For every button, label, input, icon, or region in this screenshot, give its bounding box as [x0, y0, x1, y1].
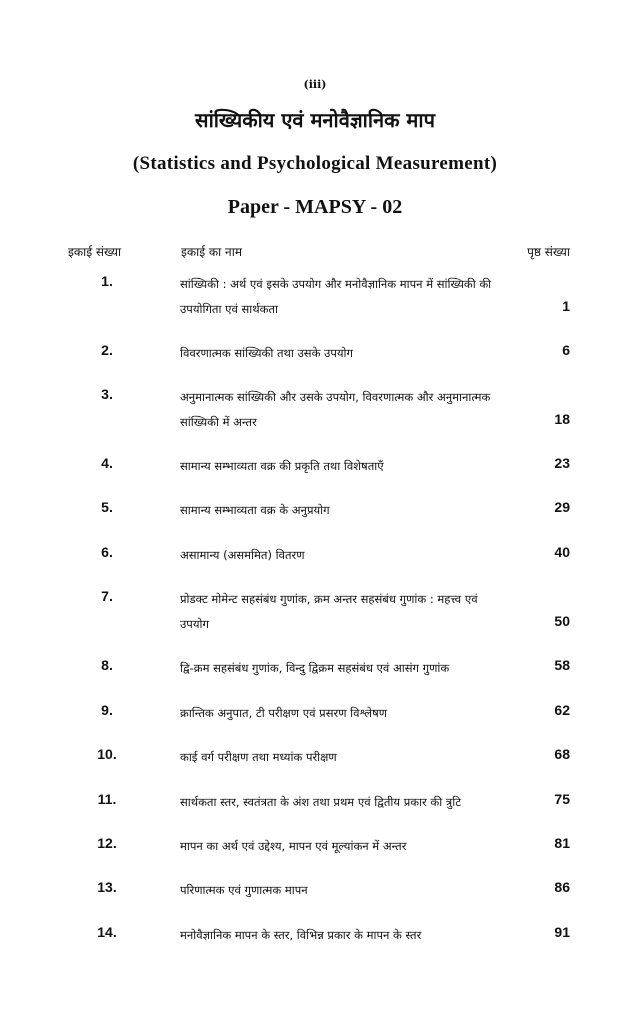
unit-number: 6.	[101, 544, 113, 560]
unit-title: काई वर्ग परीक्षण तथा मध्यांक परीक्षण	[180, 750, 337, 764]
unit-title: मापन का अर्थ एवं उद्देश्य, मापन एवं मूल्यांकन में अन्तर	[180, 839, 407, 853]
page-ref: 23	[554, 455, 570, 471]
unit-number: 8.	[101, 657, 113, 673]
page-ref: 75	[554, 791, 570, 807]
unit-number: 11.	[97, 791, 117, 807]
column-header-page-number: पृष्ठ संख्या	[527, 245, 570, 259]
unit-title: परिणात्मक एवं गुणात्मक मापन	[180, 883, 308, 897]
unit-number: 9.	[101, 702, 113, 718]
unit-title: क्रान्तिक अनुपात, टी परीक्षण एवं प्रसरण विश्लेषण	[180, 706, 388, 720]
page-ref: 40	[554, 544, 570, 560]
page-number: (iii)	[303, 78, 327, 91]
column-header-unit-number: इकाई संख्या	[68, 245, 122, 259]
unit-number: 2.	[101, 342, 113, 358]
page-ref: 6	[562, 342, 570, 358]
unit-title: सार्थकता स्तर, स्वतंत्रता के अंश तथा प्रथम एवं द्वितीय प्रकार की त्रुटि	[180, 795, 461, 809]
unit-title: अनुमानात्मक सांख्यिकी और उसके उपयोग, विवरणात्मक और अनुमानात्मक सांख्यिकी में अन्तर	[180, 390, 491, 429]
page-ref: 68	[554, 746, 570, 762]
page-ref: 29	[554, 499, 570, 515]
unit-number: 3.	[101, 386, 113, 402]
unit-title: प्रोडक्ट मोमेन्ट सहसंबंध गुणांक, क्रम अन्तर सहसंबंध गुणांक : महत्त्व एवं उपयोग	[180, 592, 478, 631]
page-ref: 1	[562, 298, 570, 314]
page-ref: 58	[554, 657, 570, 673]
unit-title: सामान्य सम्भाव्यता वक्र के अनुप्रयोग	[180, 503, 330, 517]
unit-number: 5.	[101, 499, 113, 515]
page-ref: 18	[554, 411, 570, 427]
unit-number: 4.	[101, 455, 113, 471]
page-ref: 86	[554, 879, 570, 895]
unit-title: सांख्यिकी : अर्थ एवं इसके उपयोग और मनोवैज्ञानिक मापन में सांख्यिकी की उपयोगिता एवं सार्थकता	[180, 277, 492, 316]
page-ref: 81	[554, 835, 570, 851]
unit-number: 1.	[101, 273, 113, 289]
unit-number: 10.	[97, 746, 117, 762]
paper-code: Paper - MAPSY - 02	[227, 196, 403, 218]
column-header-unit-name: इकाई का नाम	[181, 245, 243, 259]
title-hindi: सांख्यिकीय एवं मनोवैज्ञानिक माप	[195, 108, 435, 132]
unit-number: 14.	[97, 924, 117, 940]
unit-title: असामान्य (असममित) वितरण	[180, 548, 305, 562]
unit-title: द्वि-क्रम सहसंबंध गुणांक, विन्दु द्विक्रम सहसंबंध एवं आसंग गुणांक	[180, 661, 450, 675]
unit-title: सामान्य सम्भाव्यता वक्र की प्रकृति तथा विशेषताएँ	[180, 459, 384, 473]
unit-number: 12.	[97, 835, 117, 851]
unit-title: मनोवैज्ञानिक मापन के स्तर, विभिन्न प्रकार के मापन के स्तर	[180, 928, 422, 942]
unit-number: 7.	[101, 588, 113, 604]
page-ref: 50	[554, 613, 570, 629]
unit-number: 13.	[97, 879, 117, 895]
unit-title: विवरणात्मक सांख्यिकी तथा उसके उपयोग	[180, 346, 354, 360]
page-ref: 62	[554, 702, 570, 718]
title-english: (Statistics and Psychological Measurement)	[132, 153, 498, 174]
page-ref: 91	[554, 924, 570, 940]
